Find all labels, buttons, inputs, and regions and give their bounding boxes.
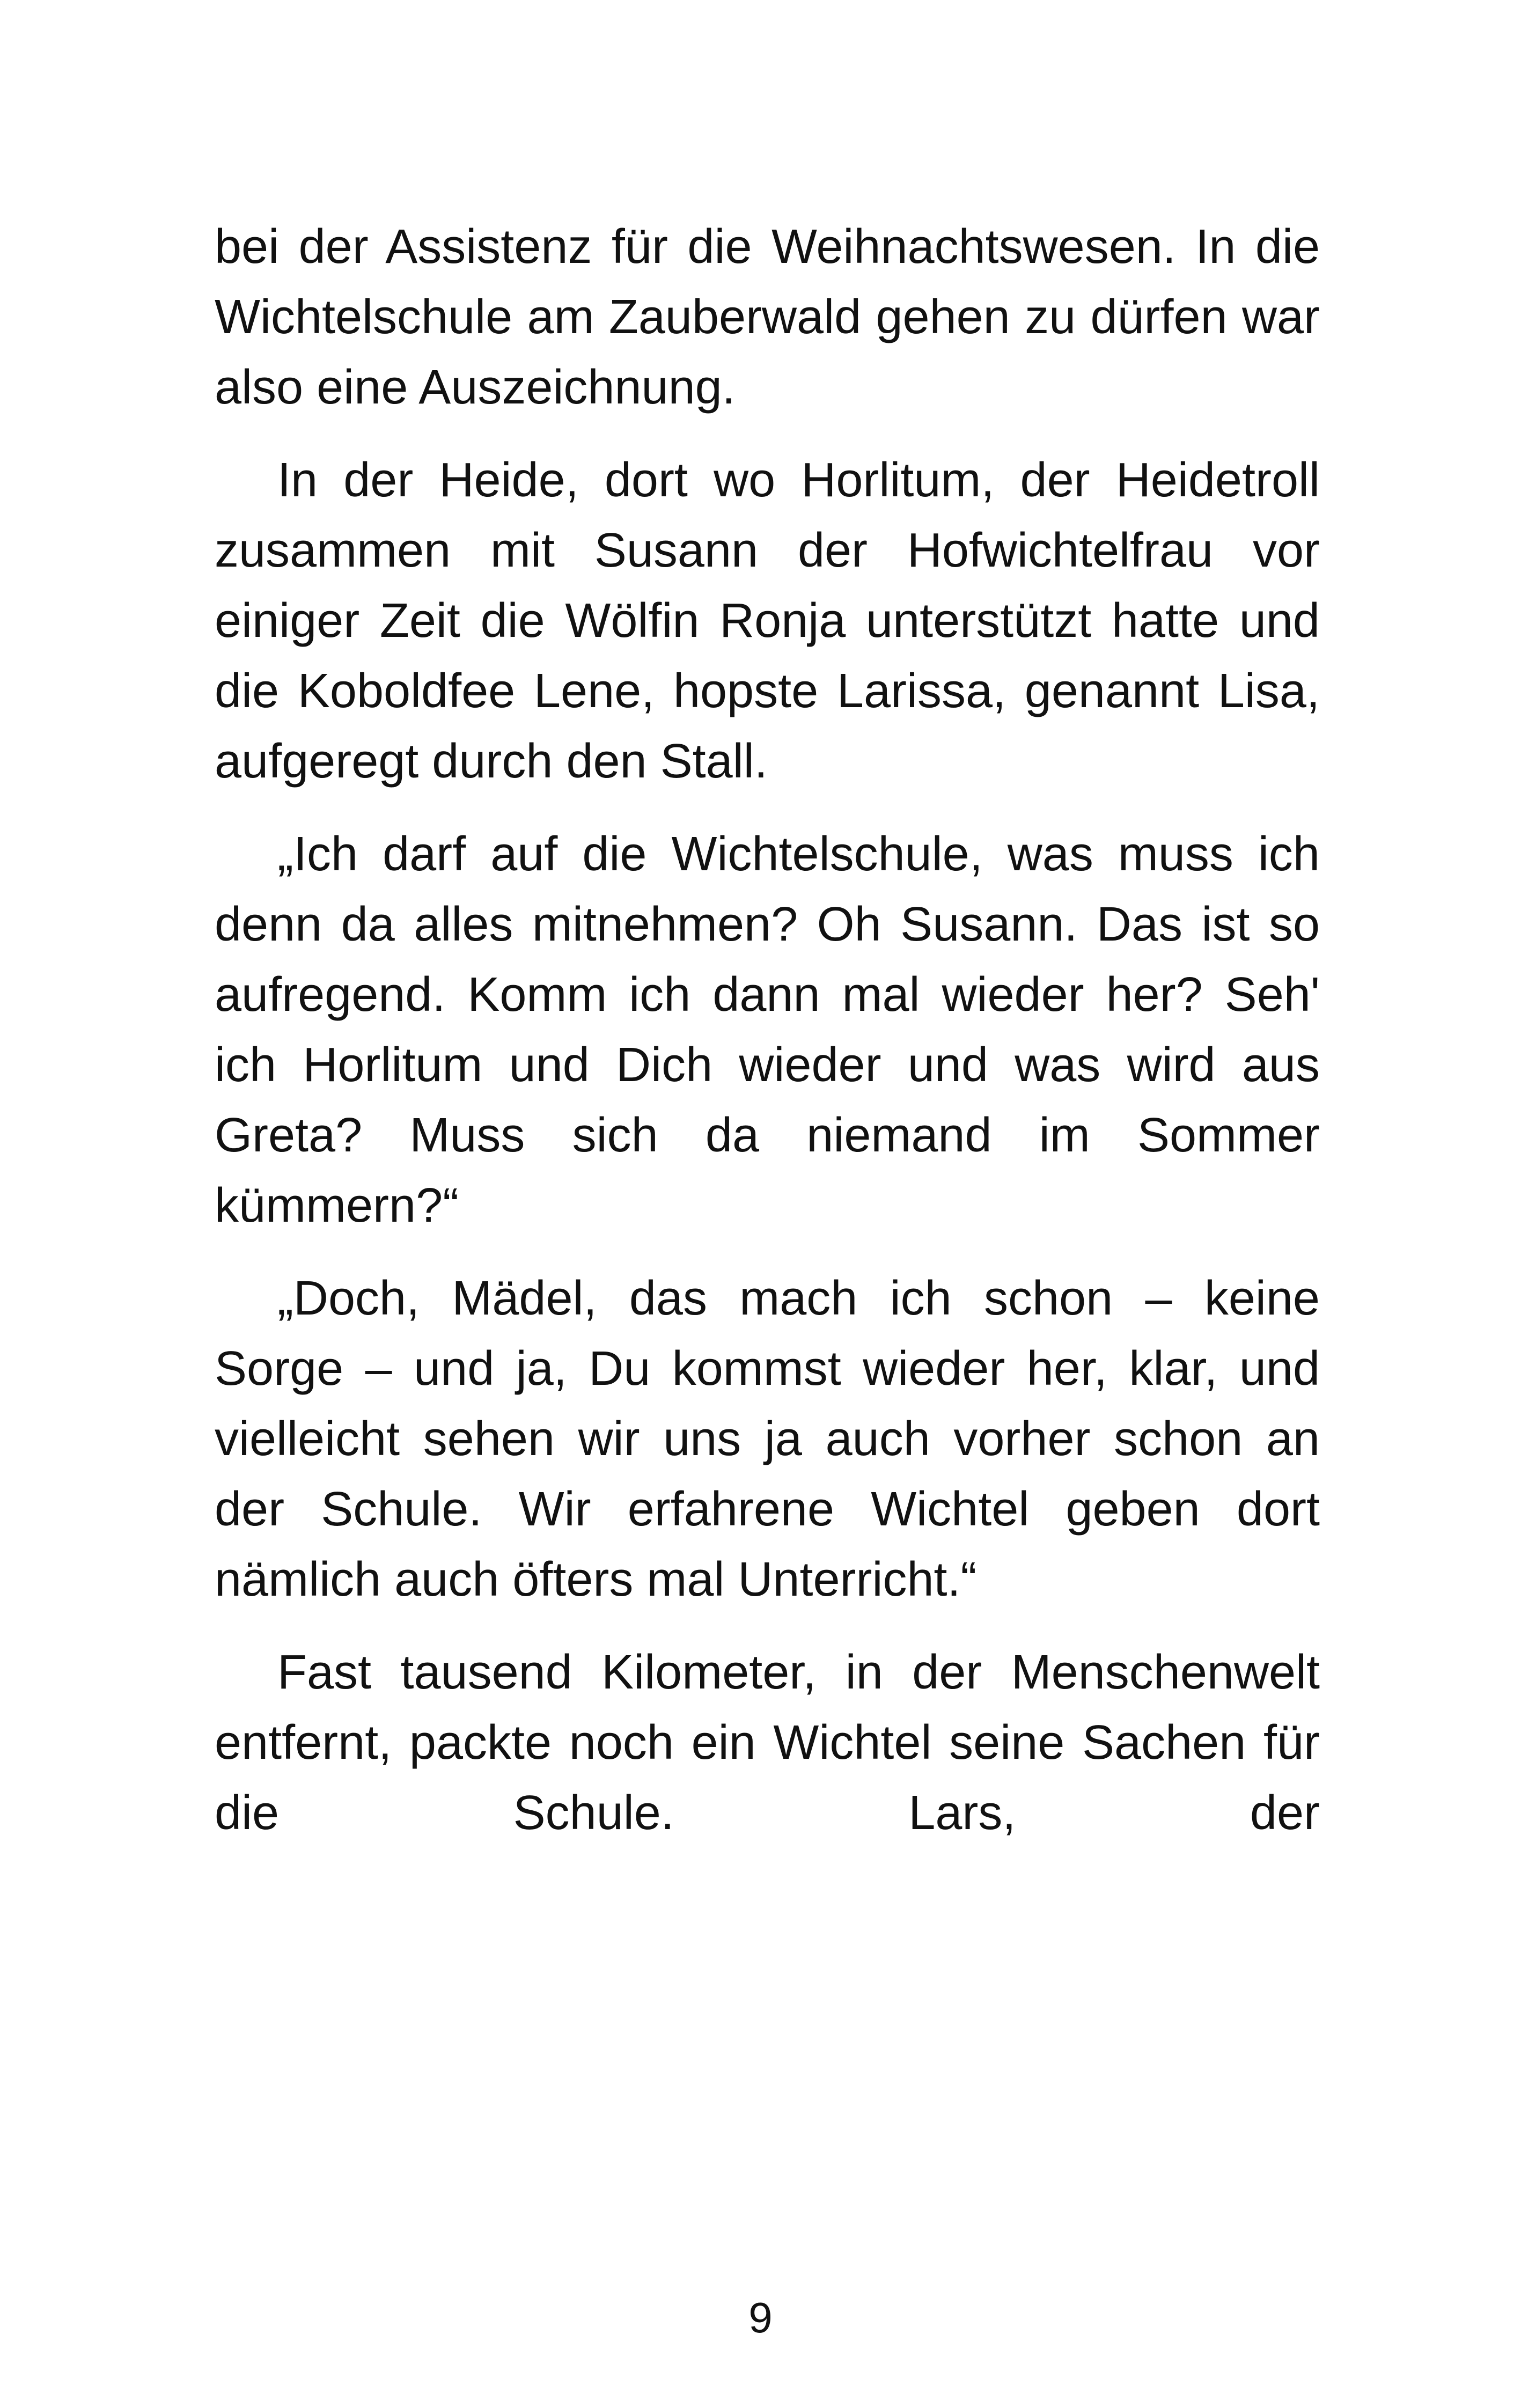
paragraph-lars: Fast tausend Kilometer, in der Menschenwelt entfernt, packte noch ein Wichtel seine Sachen für die Schule. Lars, der [215,1646,1320,1840]
paragraph-lisa-quote: „Ich darf auf die Wichtelschule, was muss ich denn da alles mitnehmen? Oh Susann. Das ist so aufregend. Komm ich dann mal wieder her? Seh' ich Horlitum und Dich wieder und was wird aus Greta? Muss sich da niemand im Sommer kümmern?“ [215,827,1320,1232]
paragraph-susann-quote: „Doch, Mädel, das mach ich schon – keine Sorge – und ja, Du kommst wieder her, klar, und vielleicht sehen wir uns ja auch vorher schon an der Schule. Wir erfahrene Wichtel geben dort nämlich auch öfters mal Unterricht.“ [215,1272,1320,1606]
page-body [215,212,1320,1871]
paragraph-continuation: bei der Assistenz für die Weihnachtswesen. In die Wichtelschule am Zauberwald gehen zu dürfen war also eine Auszeichnung. [215,220,1320,414]
paragraph-heide: In der Heide, dort wo Horlitum, der Heidetroll zusammen mit Susann der Hofwichtelfrau vor einiger Zeit die Wölfin Ronja unterstützt hatte und die Koboldfee Lene, hopste Larissa, genannt Lisa, aufgeregt durch den Stall. [215,453,1320,788]
page-number: 9 [748,2294,773,2341]
